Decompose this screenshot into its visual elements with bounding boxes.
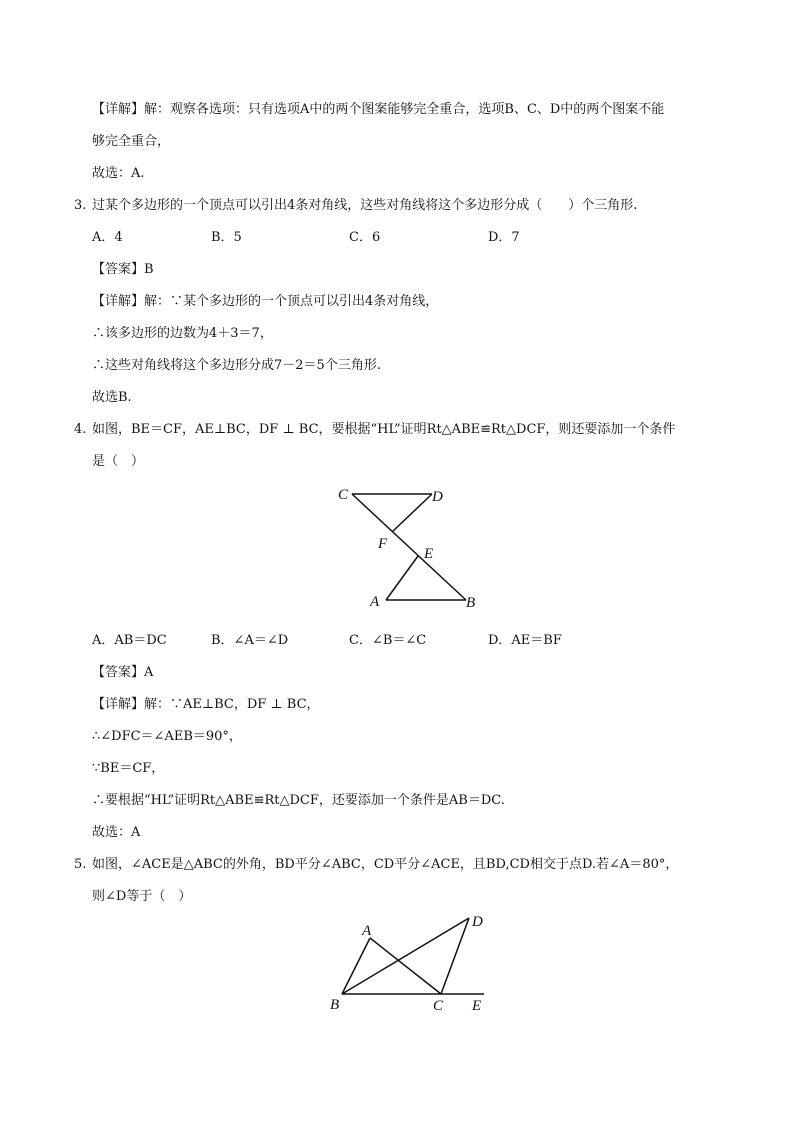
segment-ac: [370, 938, 441, 994]
q4-detail-line3: ∵BE＝CF，: [92, 761, 165, 776]
q3-detail-line1: 【详解】解：∵某个多边形的一个顶点可以引出4条对角线，: [92, 294, 439, 309]
q4-option-c: C．∠B＝∠C: [349, 633, 427, 648]
segment-cb: [352, 494, 466, 600]
q4-option-d: D．AE＝BF: [488, 633, 562, 648]
label-b: B: [466, 595, 476, 611]
q3-answer: 【答案】B: [92, 262, 154, 277]
q4-detail-line4: ∴要根据“HL”证明Rt△ABE≌Rt△DCF，还要添加一个条件是AB＝DC.: [92, 793, 505, 808]
q2-detail-line2: 够完全重合，: [92, 134, 171, 149]
q4-answer: 【答案】A: [92, 665, 154, 680]
label-a: A: [362, 923, 372, 939]
q3-detail-line3: ∴这些对角线将这个多边形分成7－2＝5个三角形.: [92, 358, 381, 373]
q3-detail-line2: ∴该多边形的边数为4＋3＝7，: [92, 326, 273, 341]
label-a: A: [370, 594, 380, 610]
q4-choose: 故选：A: [92, 825, 141, 840]
label-f: F: [378, 536, 388, 552]
q4-stem-line2: 是（ ）: [92, 454, 145, 469]
q5-stem-line1: 如图，∠ACE是△ABC的外角，BD平分∠ABC，CD平分∠ACE，且BD,CD相交于点D.若∠A＝80°，: [92, 857, 679, 872]
label-e: E: [472, 998, 482, 1014]
q3-number: 3.: [74, 198, 87, 213]
label-b: B: [330, 997, 340, 1013]
label-d: D: [432, 489, 443, 505]
q3-option-a: A．4: [92, 230, 123, 245]
q4-figure: [330, 482, 490, 618]
q4-detail-line1: 【详解】解：∵AE⊥BC，DF ⊥ BC，: [92, 697, 320, 712]
q3-choose: 故选B.: [92, 390, 132, 405]
q4-detail-line2: ∴∠DFC＝∠AEB＝90°，: [92, 729, 242, 744]
q4-number: 4.: [74, 422, 87, 437]
segment-ea: [386, 556, 418, 600]
label-e: E: [424, 546, 434, 562]
q3-option-d: D．7: [488, 230, 520, 245]
q2-detail-line1: 【详解】解：观察各选项：只有选项A中的两个图案能够完全重合，选项B、C、D中的两个图案不能: [92, 102, 665, 117]
q2-choose: 故选：A.: [92, 166, 145, 181]
label-d: D: [472, 914, 483, 930]
q4-stem-line1: 如图，BE＝CF，AE⊥BC，DF ⊥ BC，要根据“HL”证明Rt△ABE≌Rt△DCF，则还要添加一个条件: [92, 422, 676, 437]
label-c: C: [433, 998, 444, 1014]
q5-number: 5.: [74, 857, 87, 872]
q4-option-a: A．AB＝DC: [92, 633, 167, 648]
q5-stem-line2: 则∠D等于（ ）: [92, 889, 192, 904]
q3-option-b: B．5: [211, 230, 242, 245]
segment-df: [392, 494, 432, 532]
q5-figure: [326, 908, 496, 1022]
q4-option-b: B．∠A＝∠D: [211, 633, 289, 648]
segment-cd: [441, 918, 469, 994]
q3-option-c: C．6: [349, 230, 381, 245]
label-c: C: [338, 487, 349, 503]
q3-stem: 过某个多边形的一个顶点可以引出4条对角线，这些对角线将这个多边形分成（ ）个三角形.: [92, 198, 638, 213]
